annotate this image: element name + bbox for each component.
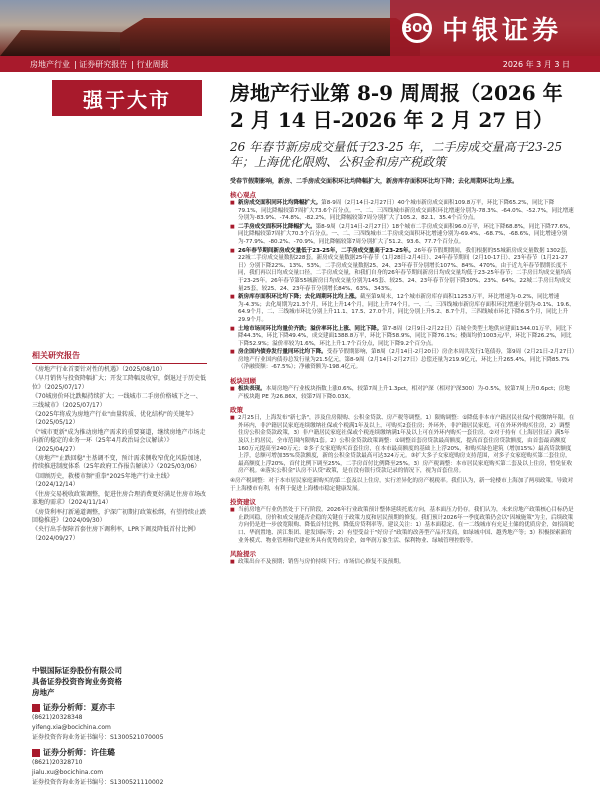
section-risk: 风险提示 [230, 550, 256, 559]
related-list [32, 366, 207, 544]
report-subtitle: 26 年春节新房成交量低于23-25 年，二手房成交量高于23-25 年；上海优化限购、公积金和房产税政策 [230, 140, 563, 169]
report-date: 2026 年 3 月 3 日 [502, 59, 570, 69]
related-title: 相关研究报告 [32, 350, 207, 364]
analyst-phone: (8621)20328348 [32, 714, 83, 721]
analyst-cert: 证券投资咨询业务证书编号：S1300521110002 [32, 779, 164, 786]
section-invest: 投资建议 [230, 498, 256, 507]
related-item[interactable]: 《住房交易税收政策调整，促进住房合理消费更好满足住房市场改革地的需求》（2024/11/14） [32, 490, 207, 507]
org-qualification: 具备证券投资咨询业务资格 [32, 677, 122, 686]
related-item[interactable]: 《"城市更新"成为推动房地产需求的重要赛道，继续房地产市场走向新的稳定的业务一环（25年4月政治局会议解读）》（2025/04/27） [32, 428, 206, 453]
analyst-email[interactable]: yifeng.xia@bocichina.com [32, 724, 111, 731]
org-info [32, 665, 207, 788]
related-item[interactable]: 《回顾历史，救楼市频"重拳"2025年地产行业主线》（2024/12/14） [32, 472, 173, 489]
crumb-sector: 房地产行业 [30, 59, 70, 69]
sector-name: 房地产 [32, 688, 55, 697]
bullet-item: ■ 房企国内债券发行量同环比均下降。受春节假期影响，第8周（2月14日-2月20日）房企本周共发行1笔债券，第9周（2月21日-2月27日）房地产行业国内债券总发行量为21.5亿元，第8-9周（2月14日-2月27日）总偿还量为219.9亿元，环比上升265.4%，同比下降85.7%（净融资额：-67.5%）；净融资额为-198.4亿元。 [230, 349, 575, 372]
invest-text: ■ 当前房地产行业仍然处于下行阶段，2026年行业政策预计整体延续托底方向，基本面压力仍存。我们认为，未来房地产政策核心目标仍是止跌回稳，房价和成交量能否企稳的关键在于政策力度和居民预期的修复。我们预计2026年一季度政策仍会以"因城施策"为主，后续政策方向仍是进一步放宽限购、降低首付比例、降低房贷利率等。建议关注：1）基本面稳定、在一二线城市有充足土储的优质房企，如招商蛇口、华润置地、滨江集团、建发国际等；2）有望受益于"好房子"政策的改善型产品开发商，如绿城中国、越秀地产等；3）积极探索新的业务模式、物业管理和代建业务具有优势的房企，如华润万象生活、保利物业、绿城管理控股等。 [230, 507, 575, 545]
bullet-item: ■ 新房库存面积环比均下降；去化周期环比均上涨。截至第9周末，12个城市新房库存面积11253万平，环比增速为-0.2%，同比增速为-4.3%；去化周期为21.3个月，环比上升14个月，同比上升74个月。一、二、三四线城市新房库存面积环比增速分别为-0.1%、19.6、64.9个月，二、三线城市环比分别上升11.1、17.5、27.0个月，同比分别上升5.2、8.7个月，三四线城市环比下降6.5个月，同比上升29.9个月。 [230, 294, 575, 324]
bullet-item: ■ 新房成交面积同环比均降幅扩大。第8-9周（2月14日-2月27日）40个城市新房成交面积109.8万平，环比下降65.2%，同比下降79.1%，同比降幅较第7周扩大73.6个百分点。一、二、三四线城市新房成交面积环比增速分别为-78.3%、-64.0%、-52.7%，同比增速分别为-83.9%、-74.8%、-82.2%，同比降幅较第7周分别扩大了105.2、82.1、35.4个百分点。 [230, 200, 575, 223]
left-column [32, 80, 207, 786]
analyst-phone: (8621)20328710 [32, 759, 83, 766]
logo-text: 中银证券 [442, 15, 563, 46]
analyst-block [32, 702, 207, 743]
policy-text: ■ 2月25日，上海发布"新七条"，涉及住房限购、公积金贷款、房产税等调整。1）限购调整：①降低非本市户籍居民社保/个税缴纳年限。在外环内，非沪籍居民家庭连续缴纳社保或个税满1年及以上，可购买2套住房；外环外，非沪籍居民家庭，可在外环外购买住房，2）调整住房公积金贷款政策，3）非户籍居民家庭社保或个税连续缴纳满1年及以上可在外环内购买一套住房。②对于持有《上海居住证》满5年及以上的居民，全市范围内限购1套。2）公积金贷款政策调整：①调整首套房贷款最高额度，提高首套住房贷款额度，由首套最高额度160万元提高至240万元；②多子女家庭购买首套住房，在本市最高额度的基础上上浮20%，和购买绿色建筑（增加15%）最高贷款额度上浮，总额可增加35%贷款额度，新的公积金贷款最高可达324万元。③扩大多子女家庭购房支持范围，对多子女家庭购买第二套住房，最高额度上浮20%，首付比例下调至25%，二手房首付比例降至25%。3）房产税调整：本市居民家庭购买第二套及以上住房，暂免征收房产税。④落实公积金"认房不认贷"政策，是在没有银行贷款记录的情况下，视为首套住房。 [230, 415, 575, 476]
analyst-name: 证券分析师：夏亦丰 [43, 703, 115, 712]
lead-summary: 受春节假期影响，新房、二手房成交面积环比均降幅扩大，新房库存面积环比均下降；去化周期环比均上涨。 [230, 178, 519, 185]
related-item[interactable]: 《房贷利率打新通道调整，沪深广初期打政策松绑，有望持续止跌回稳推进》（2024/09/30） [32, 508, 207, 524]
org-name: 中银国际证券股份有限公司 [32, 666, 122, 675]
section-core: 核心观点 [230, 191, 256, 199]
main-column [230, 80, 575, 567]
analyst-email[interactable]: jialu.xu@bocichina.com [32, 769, 104, 776]
report-navbar [0, 56, 600, 72]
analyst-cert: 证券投资咨询业务证书编号：S1300521070005 [32, 734, 164, 741]
crumb-type: 证券研究报告 [79, 59, 128, 69]
bullet-item: ■ 二手房成交面积环比降幅扩大。第8-9周（2月14日-2月27日）18个城市二手房成交面积96.0万平，环比下降68.8%，同比下降77.6%，同比降幅较第7周扩大70.3个百分点。一、二、三四线城市二手房成交面积环比增速分别为-69.4%、-68.7%、-68.6%，同比增速分别为-77.9%、-80.2%、-70.9%，同比降幅较第7周分别扩大了51.2、93.6、77.7个百分点。 [230, 224, 575, 247]
header-banner [0, 0, 600, 56]
banner-roof-left [0, 30, 140, 56]
breadcrumb: 房地产行业 | 证券研究报告 | 行业周报 [30, 59, 169, 69]
section-sector: 板块回顾 [230, 377, 256, 386]
crumb-sub: 行业周报 [136, 59, 169, 69]
bullet-item: ■ 板块表现。本周房地产行业板块指数上涨0.6%，较第7周上升1.3pct，相对沪深（相对沪深300）为-0.5%，较第7周上升0.6pct；房地产板块跑 PE 为26.86X，较第7周下降0.03X。 [230, 386, 575, 401]
related-item[interactable]: 《央行出手保障首套住房下调利率，LPR下调及降低首付比例》（2024/09/27） [32, 526, 200, 542]
rating-badge: 强于大市 [52, 80, 202, 116]
analyst-name: 证券分析师：许佳璐 [43, 748, 115, 757]
boc-logo-icon: BOC [402, 13, 432, 43]
related-item[interactable]: 《2025年将成为房地产行业"由量转质、优化结构"的关键年》（2025/05/12） [32, 411, 197, 427]
related-item[interactable]: 《房地产"止跌回稳"主基调不变，预计需求侧收窄优化风险加速，持续推进制度体系（25年政府工作报告解读）》（2025/03/06） [32, 455, 206, 471]
pen-icon [32, 704, 40, 712]
related-item[interactable]: 《70城房价环比跌幅持续扩大；一线城市二手房价格城下之一、三线城市》（2025/07/17） [32, 393, 202, 409]
bullet-item: ■ 土地市场同环比均量价齐跌；溢价率环比上涨、同比下降。第7-8周（2月9日-2月22日）百城全类型土地供应建面1344.01万平，同比下降44.3%，环比下降49.4%，成交建面1388.8万平，环比下降58.9%，同比下降76.1%；楼面均价1003元/平，环比下降26.2%，同比下降52.9%；溢价率较为1.6%，环比上升1.7个百分点，同比下降9.2个百分点。 [230, 326, 575, 349]
banner-roof-center [120, 18, 420, 56]
pen-icon [32, 749, 40, 757]
risk-text: ■ 政策出台不及预期；销售与房价持续下行；市场信心修复不及预期。 [230, 559, 575, 567]
analyst-block [32, 747, 207, 788]
related-item[interactable]: 《房地产行业首要针对性的机遇》（2025/08/10） [32, 366, 166, 373]
brand-logo [390, 0, 600, 56]
section-policy: 政策 [230, 406, 243, 415]
policy-tail: ④房产税调整：对于本市居民家庭新购买的第二套及以上住房，实行差异化的房产税税率。我们认为，新一轮楼市上海加了两项政策。导致对于上海楼市有利，有利于促进上海楼市稳定健康发展。 [230, 478, 574, 492]
bullet-item: ■ 26年春节期间新房成交量低于23-25年，二手房成交量高于23-25年。26年春节假期期间，我们根据的55城新房成交量数据 1302套，22城二手房成交量数据228套。新房成交量数据25年春节（1月28日-2月4日）、24年春节期间（2月10-17日）、23年春节（1月21-27日）分别下降22%、13%、53%。二手房成交量数据25、24、23年春节分别增长107%、84%、470%。由于近九年春节假期长度不同，我们再以日均成交量口径，二手房成交量，和我们自身的26年春节期间新房日均成交量均低于23-25年春节；二手房日均成交量均高于23-25年。26年春节第55城新房日均成交量分别为145套、较25、24、23年春节分别下降30%、23%、64%。22城二手房日均成交量25套，较25、24、23年春节分别增长84%、63%、343%。 [230, 248, 575, 294]
related-item[interactable]: 《早月销售与投资降幅扩大；开发工降幅及收窄，倒退过于历史低位》（2025/07/17） [32, 375, 207, 391]
report-title: 房地产行业第 8-9 周周报（2026 年 2 月 14 日-2026 年 2 月 27 日） [230, 81, 563, 132]
